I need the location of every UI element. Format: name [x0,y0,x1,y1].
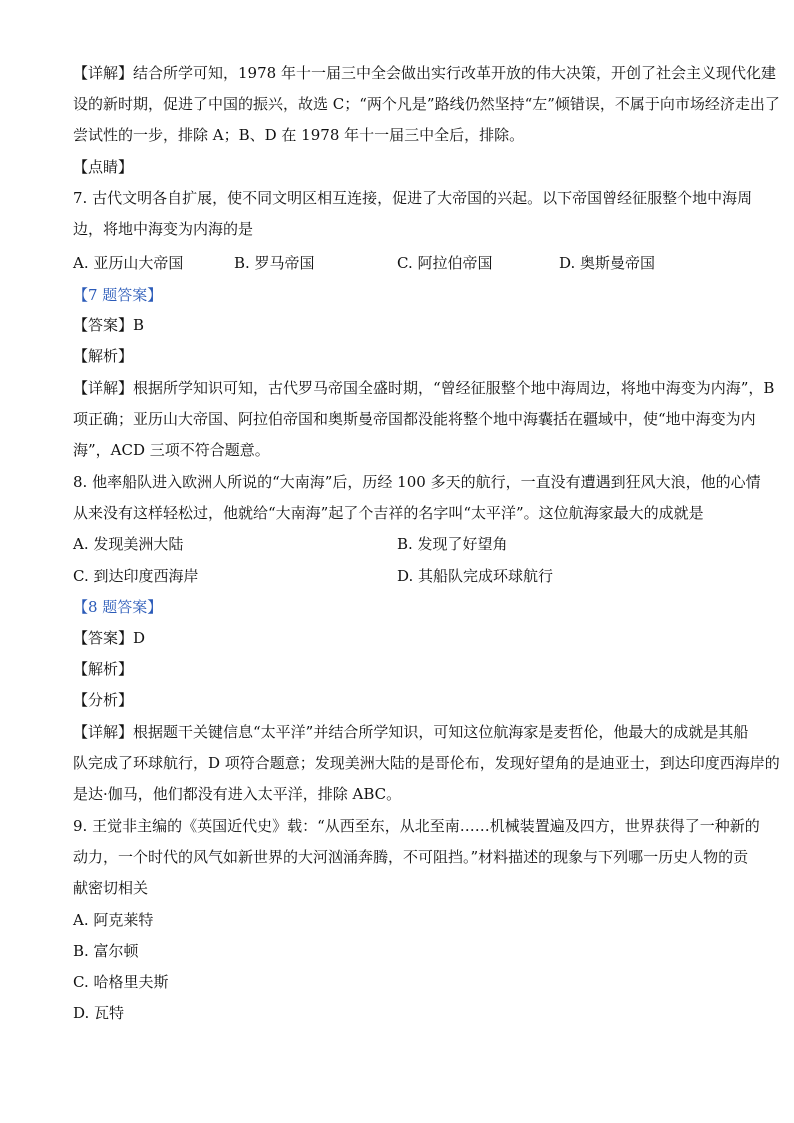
q7-option-a: A. 亚历山大帝国 [73,254,184,272]
q9-stem-line-3: 献密切相关 [73,879,149,897]
q6-dianjing-label: 【点睛】 [73,158,134,176]
q9-option-b: B. 富尔顿 [73,942,139,960]
q8-detail-line-3: 是达·伽马，他们都没有进入太平洋，排除 ABC。 [73,785,402,803]
q7-detail-label: 【详解】 [73,379,134,397]
q8-answer-label: 【答案】 [73,629,134,647]
q7-option-c: C. 阿拉伯帝国 [397,254,493,272]
q8-option-c: C. 到达印度西海岸 [73,567,199,585]
q7-option-d: D. 奥斯曼帝国 [559,254,656,272]
q8-detail-line-1: 【详解】根据题干关键信息“太平洋”并结合所学知识，可知这位航海家是麦哲伦，他最大的成就是其船 [73,723,749,741]
q9-stem-line-2: 动力，一个时代的风气如新世界的大河汹涌奔腾，不可阻挡。”材料描述的现象与下列哪一历史人物的贡 [73,848,749,866]
q7-detail-line-2: 项正确；亚历山大帝国、阿拉伯帝国和奥斯曼帝国都没能将整个地中海囊括在疆域中，使“地中海变为内 [73,410,756,428]
q7-option-b: B. 罗马帝国 [234,254,315,272]
q7-answer-value: B [133,316,145,334]
q7-analysis-label: 【解析】 [73,347,134,365]
q9-stem-line-1: 9. 王觉非主编的《英国近代史》载：“从西至东，从北至南……机械装置遍及四方，世界获得了一种新的 [73,817,760,835]
q8-option-a: A. 发现美洲大陆 [73,535,184,553]
q8-option-d: D. 其船队完成环球航行 [397,567,554,585]
q7-detail-line-1: 【详解】根据所学知识可知，古代罗马帝国全盛时期，“曾经征服整个地中海周边，将地中海变为内海”，B [73,379,775,397]
q9-option-c: C. 哈格里夫斯 [73,973,169,991]
q7-stem-line-1: 7. 古代文明各自扩展，使不同文明区相互连接，促进了大帝国的兴起。以下帝国曾经征服整个地中海周 [73,189,753,207]
q8-answer-value: D [133,629,146,647]
q8-stem-line-2: 从来没有这样轻松过，他就给“大南海”起了个吉祥的名字叫“太平洋”。这位航海家最大的成就是 [73,504,704,522]
q8-option-b: B. 发现了好望角 [397,535,508,553]
q7-answer-label: 【答案】 [73,316,134,334]
q7-answer-line [73,314,734,336]
q7-stem-line-2: 边，将地中海变为内海的是 [73,220,254,238]
q8-analysis-label: 【解析】 [73,660,134,678]
q7-answer-header: 【7 题答案】 [73,286,163,304]
q8-fenxi-label: 【分析】 [73,691,134,709]
q8-stem-line-1: 8. 他率船队进入欧洲人所说的“大南海”后，历经 100 多天的航行，一直没有遭遇到狂风大浪，他的心情 [73,473,761,491]
q9-option-a: A. 阿克莱特 [73,911,154,929]
q6-detail-label: 【详解】 [73,64,134,82]
q8-detail-line-2: 队完成了环球航行，D 项符合题意；发现美洲大陆的是哥伦布，发现好望角的是迪亚士，到达印度西海岸的 [73,754,780,772]
q8-answer-line [73,627,734,649]
q8-answer-header: 【8 题答案】 [73,598,163,616]
q9-option-d: D. 瓦特 [73,1004,125,1022]
q6-detail-line-1: 【详解】结合所学可知，1978 年十一届三中全会做出实行改革开放的伟大决策，开创了社会主义现代化建 [73,64,776,82]
q7-detail-line-3: 海”，ACD 三项不符合题意。 [73,441,270,459]
q8-detail-label: 【详解】 [73,723,134,741]
q6-detail-line-2: 设的新时期，促进了中国的振兴，故选 C；“两个凡是”路线仍然坚持“左”倾错误，不属于向市场经济走出了 [73,95,780,113]
q6-detail-line-3: 尝试性的一步，排除 A；B、D 在 1978 年十一届三中全后，排除。 [73,126,525,144]
